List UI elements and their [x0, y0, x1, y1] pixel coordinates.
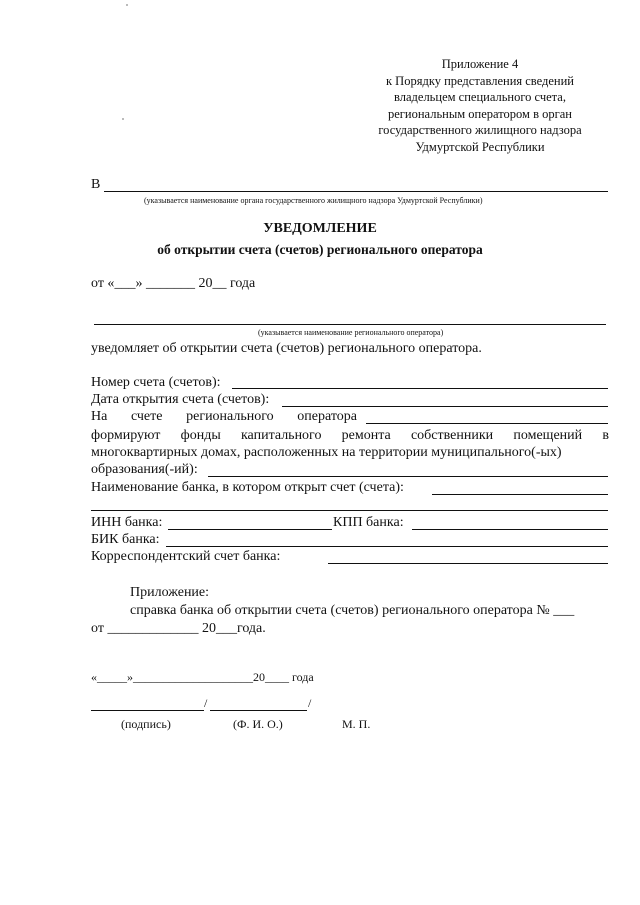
- on-account-word: счете: [130, 409, 163, 424]
- signature-date-close-quote: »: [127, 670, 133, 684]
- operator-hint: (указывается наименование регионального оператора): [258, 328, 444, 337]
- signature-year[interactable]: 20____: [253, 670, 289, 684]
- header-line: к Порядку представления сведений: [385, 73, 574, 88]
- kpp-label: КПП банка:: [333, 515, 404, 530]
- operator-blank-line[interactable]: [94, 324, 606, 325]
- formed-funds-line: многоквартирных домах, расположенных на территории муниципального(-ых): [91, 445, 562, 460]
- account-number-blank[interactable]: [232, 388, 608, 389]
- recipient-prefix: В: [91, 177, 101, 192]
- bik-label: БИК банка:: [91, 532, 160, 547]
- attachment-date-blank[interactable]: _____________: [107, 621, 199, 636]
- signature-date-open-quote: «: [91, 670, 97, 684]
- date-year-word: года: [229, 276, 256, 291]
- on-account-word: регионального: [186, 409, 274, 424]
- signature-slash: /: [204, 696, 208, 710]
- attachment-from-label: от: [91, 621, 104, 636]
- attachment-number-blank[interactable]: ___: [553, 603, 575, 618]
- bank-name-blank-extra[interactable]: [91, 510, 608, 511]
- signature-year-word: года: [292, 670, 314, 684]
- date-from-label: от «: [91, 276, 115, 291]
- document-title: УВЕДОМЛЕНИЕ: [263, 221, 377, 236]
- recipient-hint: (указывается наименование органа государственного жилищного надзора Удмуртской Республики): [144, 196, 483, 205]
- signature-caption: (подпись): [121, 717, 171, 731]
- inn-blank[interactable]: [168, 529, 332, 530]
- on-account-blank[interactable]: [366, 423, 608, 424]
- date-line: [91, 276, 255, 292]
- signature-month-blank[interactable]: ____________________: [133, 670, 253, 684]
- header-line: государственного жилищного надзора: [378, 123, 582, 137]
- stamp-caption: М. П.: [342, 717, 371, 731]
- bik-blank[interactable]: [166, 546, 608, 547]
- date-year[interactable]: 20__: [198, 276, 227, 291]
- full-name-blank[interactable]: [210, 710, 307, 711]
- on-account-word: оператора: [297, 409, 357, 424]
- header-line: региональным оператором в орган: [388, 106, 572, 121]
- inn-label: ИНН банка:: [91, 515, 163, 530]
- kpp-blank[interactable]: [412, 529, 608, 530]
- scan-speck: [126, 4, 128, 6]
- signature-blank[interactable]: [91, 710, 204, 711]
- on-account-word: На: [91, 409, 108, 424]
- open-date-blank[interactable]: [282, 406, 608, 407]
- scan-speck: [122, 118, 124, 120]
- attachment-label: Приложение:: [130, 585, 210, 600]
- account-number-label: Номер счета (счетов):: [91, 375, 221, 390]
- document-subtitle: об открытии счета (счетов) регионального оператора: [157, 242, 483, 257]
- attachment-date-line: [91, 621, 266, 637]
- header-line: Удмуртской Республики: [415, 139, 545, 154]
- corr-account-blank[interactable]: [328, 563, 608, 564]
- full-name-caption: (Ф. И. О.): [233, 717, 283, 731]
- attachment-text: справка банка об открытии счета (счетов) регионального оператора №: [130, 603, 550, 618]
- formed-funds-line: образования(-ий):: [91, 462, 198, 477]
- attachment-text-line: [130, 603, 574, 619]
- corr-account-label: Корреспондентский счет банка:: [91, 549, 281, 564]
- recipient-blank-line[interactable]: [104, 191, 608, 192]
- attachment-year[interactable]: 20___года.: [201, 621, 266, 636]
- signature-day-blank[interactable]: _____: [97, 670, 127, 684]
- open-date-label: Дата открытия счета (счетов):: [91, 392, 270, 407]
- signature-date-line: [91, 670, 314, 685]
- appendix-header: [360, 56, 600, 155]
- bank-name-label: Наименование банка, в котором открыт счет (счета):: [91, 480, 404, 495]
- date-day-blank[interactable]: ___: [114, 276, 136, 291]
- header-line: владельцем специального счета,: [394, 90, 566, 104]
- full-name-slash: /: [308, 696, 312, 710]
- municipality-blank[interactable]: [208, 476, 608, 477]
- bank-name-blank[interactable]: [432, 494, 608, 495]
- formed-funds-line: формируют фонды капитального ремонта собственники помещений в: [91, 428, 609, 443]
- date-close-quote: »: [135, 276, 143, 291]
- on-account-line: [91, 409, 357, 425]
- date-month-blank[interactable]: _______: [145, 276, 195, 291]
- operator-notice: уведомляет об открытии счета (счетов) регионального оператора.: [91, 341, 482, 356]
- header-line: Приложение 4: [441, 57, 519, 71]
